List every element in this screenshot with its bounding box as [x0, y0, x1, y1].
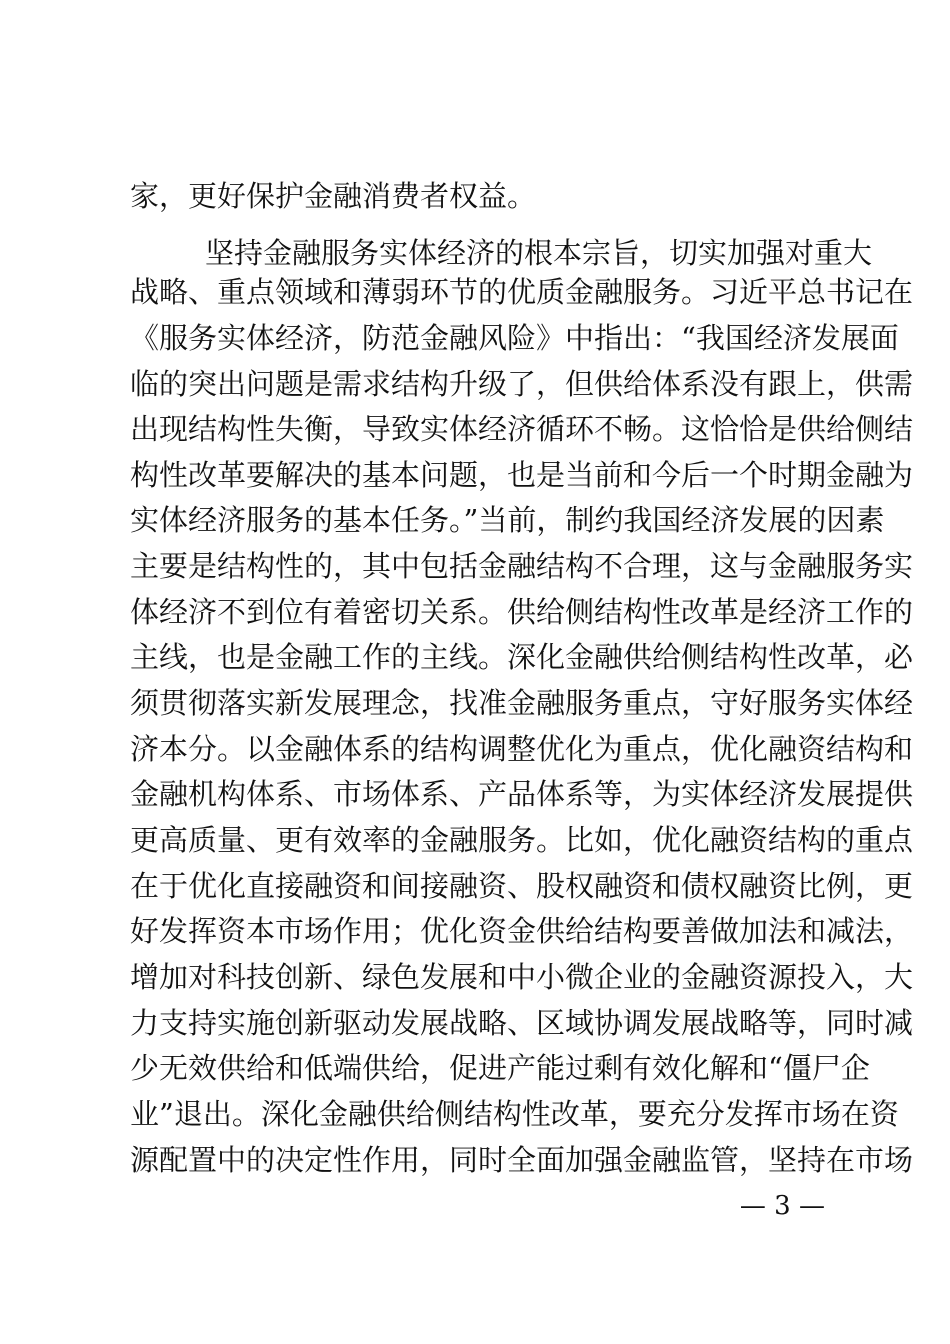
- text-line: 临的突出问题是需求结构升级了，但供给体系没有跟上，供需: [130, 367, 914, 401]
- text-line: 增加对科技创新、绿色发展和中小微企业的金融资源投入，大: [130, 960, 914, 994]
- text-line: 《服务实体经济，防范金融风险》中指出：“我国经济发展面: [130, 321, 899, 355]
- text-line: 力支持实施创新驱动发展战略、区域协调发展战略等，同时减: [130, 1006, 914, 1040]
- text-line: 出现结构性失衡，导致实体经济循环不畅。这恰恰是供给侧结: [130, 412, 914, 446]
- text-line: 实体经济服务的基本任务。”当前，制约我国经济发展的因素: [130, 503, 885, 537]
- text-line: 主线，也是金融工作的主线。深化金融供给侧结构性改革，必: [130, 640, 914, 674]
- text-line: 在于优化直接融资和间接融资、股权融资和债权融资比例，更: [130, 869, 914, 903]
- text-line: 体经济不到位有着密切关系。供给侧结构性改革是经济工作的: [130, 595, 914, 629]
- text-line: 主要是结构性的，其中包括金融结构不合理，这与金融服务实: [130, 549, 914, 583]
- text-line: 构性改革要解决的基本问题，也是当前和今后一个时期金融为: [130, 458, 914, 492]
- text-line: 须贯彻落实新发展理念，找准金融服务重点，守好服务实体经: [130, 686, 914, 720]
- text-line: 家，更好保护金融消费者权益。: [130, 179, 537, 213]
- text-line: 业”退出。深化金融供给侧结构性改革，要充分发挥市场在资: [130, 1097, 899, 1131]
- paragraph-first-line: 坚持金融服务实体经济的根本宗旨，切实加强对重大: [205, 236, 873, 270]
- text-line: 济本分。以金融体系的结构调整优化为重点，优化融资结构和: [130, 732, 914, 766]
- text-line: 金融机构体系、市场体系、产品体系等，为实体经济发展提供: [130, 777, 914, 811]
- text-line: 更高质量、更有效率的金融服务。比如，优化融资结构的重点: [130, 823, 914, 857]
- page-number: — 3 —: [739, 1191, 825, 1221]
- text-line: 源配置中的决定性作用，同时全面加强金融监管，坚持在市场: [130, 1143, 914, 1177]
- text-line: 少无效供给和低端供给，促进产能过剩有效化解和“僵尸企: [130, 1051, 870, 1085]
- text-line: 战略、重点领域和薄弱环节的优质金融服务。习近平总书记在: [130, 275, 914, 309]
- text-line: 好发挥资本市场作用；优化资金供给结构要善做加法和减法，: [130, 914, 914, 948]
